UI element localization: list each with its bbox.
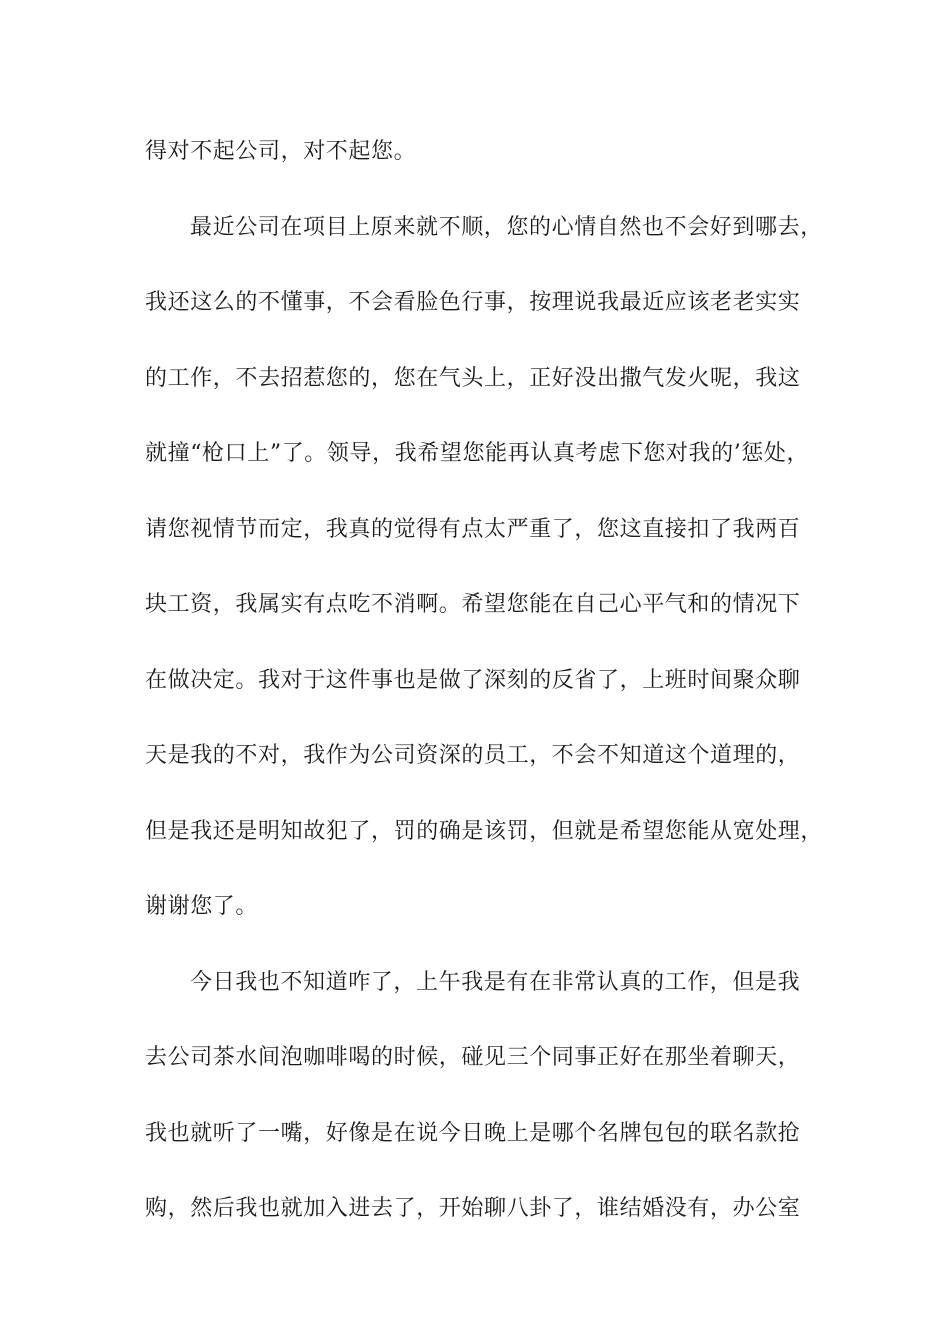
paragraph-line: 但是我还是明知故犯了，罚的确是该罚，但就是希望您能从宽处理， <box>145 818 824 844</box>
paragraph-line: 今日我也不知道咋了，上午我是有在非常认真的工作，但是我 <box>190 969 801 995</box>
paragraph-line: 的工作，不去招惹您的，您在气头上，正好没出撒气发火呢，我这 <box>145 365 801 391</box>
paragraph-line: 最近公司在项目上原来就不顺，您的心情自然也不会好到哪去， <box>190 214 823 240</box>
paragraph-line: 谢谢您了。 <box>145 894 259 919</box>
paragraph-line: 购，然后我也就加入进去了，开始聊八卦了，谁结婚没有，办公室 <box>145 1196 801 1221</box>
paragraph-line: 得对不起公司，对不起您。 <box>145 139 417 164</box>
paragraph-line: 天是我的不对，我作为公司资深的员工，不会不知道这个道理的， <box>145 743 801 768</box>
paragraph-line: 在做决定。我对于这件事也是做了深刻的反省了，上班时间聚众聊 <box>145 667 801 693</box>
paragraph-line: 我还这么的不懂事，不会看脸色行事，按理说我最近应该老老实实 <box>145 290 801 315</box>
paragraph-line: 块工资，我属实有点吃不消啊。希望您能在自己心平气和的情况下 <box>145 592 801 617</box>
paragraph-line: 请您视情节而定，我真的觉得有点太严重了，您这直接扣了我两百 <box>145 516 801 542</box>
document-body <box>145 132 835 1265</box>
paragraph-line: 去公司茶水间泡咖啡喝的时候，碰见三个同事正好在那坐着聊天， <box>145 1045 801 1070</box>
paragraph-line: 就撞“枪口上”了。领导，我希望您能再认真考虑下您对我的’惩处， <box>145 441 810 466</box>
paragraph-line: 我也就听了一嘴，好像是在说今日晚上是哪个名牌包包的联名款抢 <box>145 1120 801 1146</box>
